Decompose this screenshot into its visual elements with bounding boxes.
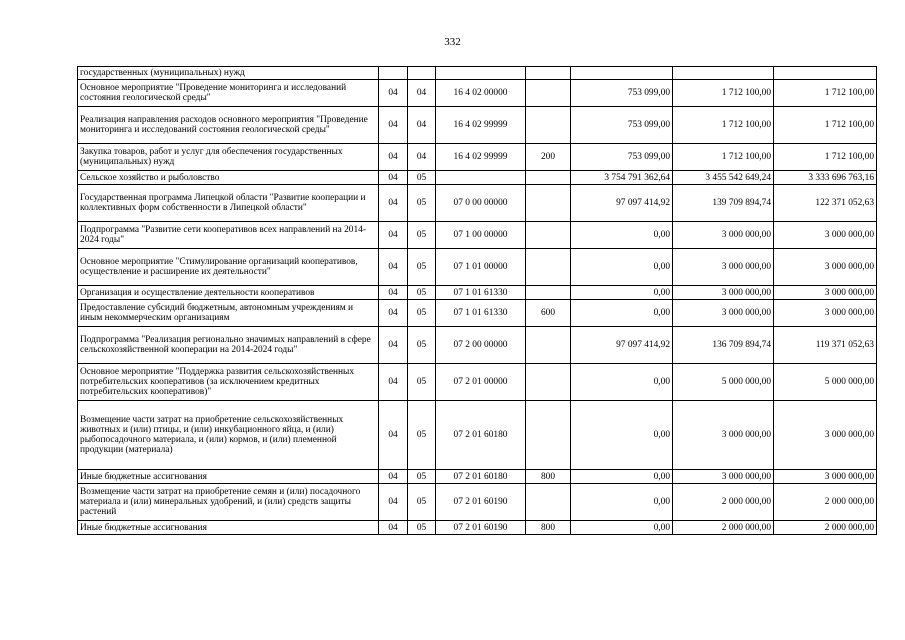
row-amount-3: 3 000 000,00 <box>774 249 877 286</box>
row-section: 04 <box>379 484 408 521</box>
row-subsection: 05 <box>408 401 436 470</box>
row-name: Предоставление субсидий бюджетным, автономным учреждениям и иным некоммерческим организациям <box>78 300 379 327</box>
row-amount-1: 0,00 <box>571 470 673 484</box>
row-section: 04 <box>379 364 408 401</box>
row-amount-3: 1 712 100,00 <box>774 144 877 171</box>
table-row <box>78 364 877 401</box>
budget-table <box>77 66 877 535</box>
row-amount-2: 3 000 000,00 <box>673 286 774 300</box>
row-target-article <box>436 171 526 185</box>
row-expense-type <box>526 185 571 222</box>
row-subsection: 05 <box>408 484 436 521</box>
row-amount-3: 3 000 000,00 <box>774 286 877 300</box>
row-target-article: 07 1 01 00000 <box>436 249 526 286</box>
row-amount-3: 3 000 000,00 <box>774 222 877 249</box>
row-subsection: 05 <box>408 222 436 249</box>
row-amount-3: 2 000 000,00 <box>774 521 877 535</box>
row-amount-1: 753 099,00 <box>571 80 673 107</box>
row-amount-1: 753 099,00 <box>571 107 673 144</box>
row-expense-type <box>526 484 571 521</box>
row-amount-3: 119 371 052,63 <box>774 327 877 364</box>
row-amount-2: 136 709 894,74 <box>673 327 774 364</box>
row-amount-3: 3 000 000,00 <box>774 300 877 327</box>
row-name: Государственная программа Липецкой области "Развитие кооперации и коллективных форм собственности в Липецкой области" <box>78 185 379 222</box>
row-amount-1: 97 097 414,92 <box>571 327 673 364</box>
row-expense-type <box>526 67 571 80</box>
row-target-article: 07 0 00 00000 <box>436 185 526 222</box>
table-row <box>78 144 877 171</box>
row-amount-1: 3 754 791 362,64 <box>571 171 673 185</box>
row-expense-type <box>526 171 571 185</box>
row-section: 04 <box>379 80 408 107</box>
row-amount-1: 0,00 <box>571 249 673 286</box>
row-target-article: 07 2 01 60180 <box>436 401 526 470</box>
row-name: Сельское хозяйство и рыболовство <box>78 171 379 185</box>
row-expense-type <box>526 364 571 401</box>
row-name: Основное мероприятие "Поддержка развития сельскохозяйственных потребительских кооперативов (за исключением кредитных потребительских кооперативов)" <box>78 364 379 401</box>
table-row <box>78 222 877 249</box>
row-subsection: 05 <box>408 364 436 401</box>
row-name: Организация и осуществление деятельности кооперативов <box>78 286 379 300</box>
row-amount-2: 3 455 542 649,24 <box>673 171 774 185</box>
row-amount-2: 3 000 000,00 <box>673 470 774 484</box>
row-section <box>379 67 408 80</box>
table-row <box>78 67 877 80</box>
row-section: 04 <box>379 327 408 364</box>
row-name: Иные бюджетные ассигнования <box>78 470 379 484</box>
row-target-article: 07 1 01 61330 <box>436 286 526 300</box>
row-amount-2: 3 000 000,00 <box>673 249 774 286</box>
row-amount-2: 2 000 000,00 <box>673 521 774 535</box>
row-amount-3: 1 712 100,00 <box>774 107 877 144</box>
row-amount-3: 3 333 696 763,16 <box>774 171 877 185</box>
row-section: 04 <box>379 185 408 222</box>
row-amount-1: 0,00 <box>571 286 673 300</box>
row-amount-3: 2 000 000,00 <box>774 484 877 521</box>
row-amount-2: 3 000 000,00 <box>673 300 774 327</box>
row-amount-1: 0,00 <box>571 521 673 535</box>
table-row <box>78 484 877 521</box>
table-row <box>78 249 877 286</box>
table-row <box>78 300 877 327</box>
row-expense-type: 800 <box>526 521 571 535</box>
row-subsection: 04 <box>408 107 436 144</box>
row-section: 04 <box>379 222 408 249</box>
row-target-article: 16 4 02 99999 <box>436 144 526 171</box>
table-row <box>78 80 877 107</box>
row-section: 04 <box>379 171 408 185</box>
row-amount-2: 3 000 000,00 <box>673 401 774 470</box>
row-amount-2: 1 712 100,00 <box>673 144 774 171</box>
row-name: Основное мероприятие "Стимулирование организаций кооперативов, осуществление и расширение их деятельности" <box>78 249 379 286</box>
row-amount-3 <box>774 67 877 80</box>
table-row <box>78 171 877 185</box>
row-expense-type <box>526 286 571 300</box>
row-amount-2: 5 000 000,00 <box>673 364 774 401</box>
row-section: 04 <box>379 286 408 300</box>
table-row <box>78 401 877 470</box>
row-name: Подпрограмма "Реализация регионально значимых направлений в сфере сельскохозяйственной кооперации на 2014-2024 годы" <box>78 327 379 364</box>
row-section: 04 <box>379 107 408 144</box>
row-amount-2: 2 000 000,00 <box>673 484 774 521</box>
row-subsection: 05 <box>408 171 436 185</box>
row-expense-type <box>526 327 571 364</box>
row-name: Реализация направления расходов основного мероприятия "Проведение мониторинга и исследований состояния геологической среды" <box>78 107 379 144</box>
row-section: 04 <box>379 249 408 286</box>
row-name: Основное мероприятие "Проведение мониторинга и исследований состояния геологической среды" <box>78 80 379 107</box>
row-name: Подпрограмма "Развитие сети кооперативов всех направлений на 2014-2024 годы" <box>78 222 379 249</box>
row-amount-3: 122 371 052,63 <box>774 185 877 222</box>
row-name: Возмещение части затрат на приобретение семян и (или) посадочного материала и (или) минеральных удобрений, и (или) средств защиты растений <box>78 484 379 521</box>
row-target-article: 16 4 02 99999 <box>436 107 526 144</box>
row-target-article: 07 2 01 00000 <box>436 364 526 401</box>
row-amount-2: 3 000 000,00 <box>673 222 774 249</box>
row-amount-1: 0,00 <box>571 222 673 249</box>
table-row <box>78 521 877 535</box>
row-amount-1: 0,00 <box>571 364 673 401</box>
table-row <box>78 327 877 364</box>
row-amount-1: 0,00 <box>571 300 673 327</box>
row-subsection: 05 <box>408 521 436 535</box>
row-amount-2: 1 712 100,00 <box>673 107 774 144</box>
row-section: 04 <box>379 401 408 470</box>
row-amount-3: 3 000 000,00 <box>774 470 877 484</box>
row-target-article <box>436 67 526 80</box>
row-target-article: 07 2 01 60190 <box>436 521 526 535</box>
row-target-article: 07 1 01 61330 <box>436 300 526 327</box>
row-name: государственных (муниципальных) нужд <box>78 67 379 80</box>
table-row <box>78 185 877 222</box>
row-subsection: 04 <box>408 144 436 171</box>
row-section: 04 <box>379 521 408 535</box>
row-target-article: 07 2 01 60190 <box>436 484 526 521</box>
row-section: 04 <box>379 470 408 484</box>
row-subsection: 05 <box>408 185 436 222</box>
row-subsection <box>408 67 436 80</box>
row-amount-1: 753 099,00 <box>571 144 673 171</box>
row-target-article: 16 4 02 00000 <box>436 80 526 107</box>
row-name: Возмещение части затрат на приобретение сельскохозяйственных животных и (или) птицы, и (или) инкубационного яйца, и (или) рыбопосадочного материала, и (или) кормов, и (или) племенной продукции (материала) <box>78 401 379 470</box>
row-amount-2 <box>673 67 774 80</box>
row-subsection: 04 <box>408 80 436 107</box>
table-row <box>78 107 877 144</box>
row-subsection: 05 <box>408 286 436 300</box>
row-expense-type: 800 <box>526 470 571 484</box>
row-amount-1: 0,00 <box>571 401 673 470</box>
row-subsection: 05 <box>408 300 436 327</box>
row-amount-3: 1 712 100,00 <box>774 80 877 107</box>
row-expense-type <box>526 249 571 286</box>
row-amount-1: 97 097 414,92 <box>571 185 673 222</box>
row-subsection: 05 <box>408 249 436 286</box>
row-amount-1: 0,00 <box>571 484 673 521</box>
row-amount-2: 139 709 894,74 <box>673 185 774 222</box>
row-name: Закупка товаров, работ и услуг для обеспечения государственных (муниципальных) нужд <box>78 144 379 171</box>
row-target-article: 07 2 00 00000 <box>436 327 526 364</box>
row-section: 04 <box>379 300 408 327</box>
row-target-article: 07 1 00 00000 <box>436 222 526 249</box>
row-subsection: 05 <box>408 327 436 364</box>
page-number: 332 <box>444 36 461 48</box>
table-row <box>78 470 877 484</box>
row-subsection: 05 <box>408 470 436 484</box>
row-expense-type <box>526 401 571 470</box>
row-expense-type: 600 <box>526 300 571 327</box>
row-amount-2: 1 712 100,00 <box>673 80 774 107</box>
row-name: Иные бюджетные ассигнования <box>78 521 379 535</box>
row-target-article: 07 2 01 60180 <box>436 470 526 484</box>
row-amount-3: 3 000 000,00 <box>774 401 877 470</box>
table-row <box>78 286 877 300</box>
row-section: 04 <box>379 144 408 171</box>
row-amount-1 <box>571 67 673 80</box>
row-amount-3: 5 000 000,00 <box>774 364 877 401</box>
row-expense-type: 200 <box>526 144 571 171</box>
row-expense-type <box>526 80 571 107</box>
row-expense-type <box>526 107 571 144</box>
row-expense-type <box>526 222 571 249</box>
